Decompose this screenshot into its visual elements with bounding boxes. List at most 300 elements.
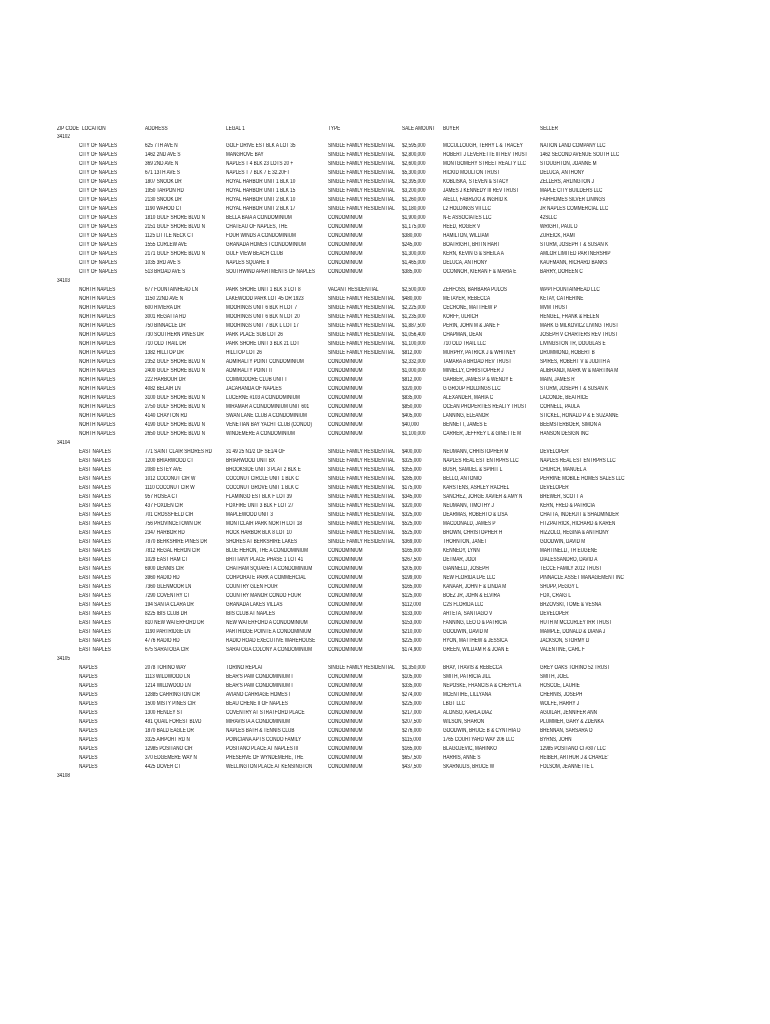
cell-address: 3100 GULF SHORE BLVD N xyxy=(145,395,205,401)
table-row xyxy=(0,466,770,475)
table-row xyxy=(0,736,770,745)
cell-legal: BEAU CHENE II OF NAPLES xyxy=(226,701,288,707)
cell-buyer: BOATRIGHT, BRITN HART xyxy=(443,242,501,248)
cell-legal: WINDEMERE A CONDOMINIUM xyxy=(226,431,295,437)
cell-location: NORTH NAPLES xyxy=(79,332,116,338)
cell-buyer: G GROUP HOLDINGS LLC xyxy=(443,386,501,392)
table-row xyxy=(0,304,770,313)
header-type: TYPE xyxy=(328,126,341,132)
cell-legal: HILLTOP LOT 26 xyxy=(226,350,262,356)
cell-buyer: C2S FLORIDA LLC xyxy=(443,602,484,608)
cell-buyer: FANNING, LEO D & PATRICIA xyxy=(443,620,508,626)
cell-location: NORTH NAPLES xyxy=(79,395,116,401)
cell-seller: WRIGHT, PAUL D xyxy=(540,224,578,230)
cell-type: CONDOMINIUM xyxy=(328,215,363,221)
cell-sale-amount: $165,000 xyxy=(402,584,422,590)
table-row xyxy=(0,376,770,385)
cell-legal: BLUE HERON, THE A CONDOMINIUM xyxy=(226,548,309,554)
cell-sale-amount: $525,000 xyxy=(402,530,422,536)
cell-buyer: BROWN, CHRISTOPHER H xyxy=(443,530,503,536)
cell-buyer: ARTETA, SANTIAGO V xyxy=(443,611,493,617)
cell-sale-amount: $1,100,000 xyxy=(402,431,426,437)
table-row xyxy=(0,520,770,529)
cell-seller: AGUILAR, JENNIFER ANN xyxy=(540,710,597,716)
cell-sale-amount: $274,000 xyxy=(402,692,422,698)
cell-seller: HANSON DESIGN INC xyxy=(540,431,589,437)
cell-type: CONDOMINIUM xyxy=(328,746,363,752)
cell-seller: CORNELL, PAULA xyxy=(540,404,580,410)
cell-type: SINGLE FAMILY RESIDENTIAL xyxy=(328,179,395,185)
cell-sale-amount: $1,465,000 xyxy=(402,260,426,266)
cell-address: 194 SANTA CLARA DR xyxy=(145,602,194,608)
cell-seller: ROSCOE, LAURIE xyxy=(540,683,580,689)
cell-sale-amount: $1,887,500 xyxy=(402,323,426,329)
cell-buyer: SMITH, PATRICIA JILL xyxy=(443,674,491,680)
cell-legal: GRANADA LAKES VILLAS xyxy=(226,602,283,608)
cell-legal: SOUTHWIND APARTMENTS OF NAPLES xyxy=(226,269,316,275)
cell-seller: MAIN, JAMES R xyxy=(540,377,575,383)
cell-legal: SWAN LANE CLUB A CONDOMINIUM xyxy=(226,413,307,419)
cell-legal: VENETIAN BAY YACHT CLUB (CONDO) xyxy=(226,422,312,428)
cell-address: 1012 COCONUT CIR W xyxy=(145,476,196,482)
cell-legal: MIRAMAR A CONDOMINIUM UNIT 601 xyxy=(226,404,310,410)
cell-seller: STOUGHTON, JOANNE M xyxy=(540,161,597,167)
cell-sale-amount: $112,000 xyxy=(402,602,422,608)
cell-seller: STURM, JOSEPH T & SUSAN K xyxy=(540,242,609,248)
cell-address: 4140 CRAYTON RD xyxy=(145,413,188,419)
cell-location: NAPLES xyxy=(79,719,98,725)
table-row xyxy=(0,223,770,232)
cell-buyer: AIELLI, FABRIZIO & INGRID K xyxy=(443,197,508,203)
cell-sale-amount: $175,000 xyxy=(402,485,422,491)
cell-address: 2130 SNOOK DR xyxy=(145,197,182,203)
cell-seller: WOLFE, HARRY J xyxy=(540,701,580,707)
table-row xyxy=(0,250,770,259)
cell-address: 7812 REGAL HERON CIR xyxy=(145,548,200,554)
cell-location: NORTH NAPLES xyxy=(79,368,116,374)
table-row xyxy=(0,700,770,709)
cell-buyer: MCCULLOUGH, TERRY L & TRACEY xyxy=(443,143,523,149)
table-row xyxy=(0,196,770,205)
cell-sale-amount: $165,000 xyxy=(402,746,422,752)
cell-address: 756 PROVINCETOWN DR xyxy=(145,521,201,527)
cell-location: EAST NAPLES xyxy=(79,611,111,617)
cell-sale-amount: $835,000 xyxy=(402,395,422,401)
cell-legal: NAPLES SQUARE II xyxy=(226,260,270,266)
cell-buyer: NEUMANN, TIMOTHY J xyxy=(443,503,494,509)
cell-legal: BRITTANY PLACE PHASE 1 LOT 41 xyxy=(226,557,304,563)
table-row xyxy=(0,205,770,214)
table-row xyxy=(0,142,770,151)
table-row xyxy=(0,601,770,610)
table-row xyxy=(0,763,770,772)
cell-buyer: RICKID MOULTON TRUST xyxy=(443,170,500,176)
cell-seller: MARTINELLI, TR EUGENE xyxy=(540,548,598,554)
cell-location: NORTH NAPLES xyxy=(79,359,116,365)
cell-buyer: 1765 COURTYARD WAY 206 LLC xyxy=(443,737,515,743)
table-row xyxy=(0,403,770,412)
cell-address: 4425 DOVER CT xyxy=(145,764,181,770)
cell-seller: WPPI FOUNTAINHEAD LLC xyxy=(540,287,600,293)
cell-sale-amount: $2,600,000 xyxy=(402,161,426,167)
cell-buyer: HAMILTON, WILLIAM xyxy=(443,233,489,239)
cell-legal: MANGROVE BAY xyxy=(226,152,264,158)
cell-sale-amount: $2,225,000 xyxy=(402,305,426,311)
cell-sale-amount: $1,350,000 xyxy=(402,665,426,671)
table-row xyxy=(0,259,770,268)
cell-type: SINGLE FAMILY RESIDENTIAL xyxy=(328,449,395,455)
table-row xyxy=(0,232,770,241)
cell-seller: DEVELOPER xyxy=(540,449,569,455)
cell-legal: ROYAL HARBOR UNIT 1 BLK 10 xyxy=(226,179,296,185)
cell-location: CITY OF NAPLES xyxy=(79,260,118,266)
header-zip-code: ZIP CODE xyxy=(57,126,80,132)
cell-type: CONDOMINIUM xyxy=(328,683,363,689)
cell-legal: LAKEWOOD PARK LOT 45 OR 1923 xyxy=(226,296,304,302)
cell-sale-amount: $3,200,000 xyxy=(402,188,426,194)
cell-legal: MONTCLAIR PARK NORTH LOT 18 xyxy=(226,521,302,527)
cell-type: SINGLE FAMILY RESIDENTIAL xyxy=(328,323,395,329)
cell-location: NAPLES xyxy=(79,728,98,734)
cell-seller: RUTH M MCCURLEY IRR TRUST xyxy=(540,620,612,626)
cell-legal: COCONUT CIRCLE UNIT 1 BLK C xyxy=(226,476,299,482)
cell-buyer: MCENTIRE, LILLYANA xyxy=(443,692,492,698)
cell-legal: LUCERNE #103 A CONDOMINIUM xyxy=(226,395,300,401)
cell-address: 810 NEW WATERFORD DR xyxy=(145,620,205,626)
table-row xyxy=(0,547,770,556)
cell-type: SINGLE FAMILY RESIDENTIAL xyxy=(328,539,395,545)
cell-type: CONDOMINIUM xyxy=(328,620,363,626)
cell-buyer: NAPLES REAL EST ENTRPRS LLC xyxy=(443,458,519,464)
cell-address: 1150 22ND AVE N xyxy=(145,296,184,302)
cell-sale-amount: $1,000,000 xyxy=(402,368,426,374)
table-row xyxy=(0,214,770,223)
cell-type: SINGLE FAMILY RESIDENTIAL xyxy=(328,206,395,212)
cell-sale-amount: $1,900,000 xyxy=(402,215,426,221)
cell-buyer: BELLO, ANTONIO xyxy=(443,476,482,482)
cell-buyer: KARSTENS, ASHLEY RACHEL xyxy=(443,485,510,491)
zip-group-label: 34104 xyxy=(57,440,71,446)
cell-type: SINGLE FAMILY RESIDENTIAL xyxy=(328,350,395,356)
table-row xyxy=(0,160,770,169)
cell-location: NORTH NAPLES xyxy=(79,431,116,437)
cell-sale-amount: $1,175,000 xyxy=(402,224,426,230)
cell-seller: ZUREICK, RAMI xyxy=(540,233,575,239)
table-row xyxy=(0,421,770,430)
cell-location: CITY OF NAPLES xyxy=(79,215,118,221)
cell-location: NORTH NAPLES xyxy=(79,386,116,392)
cell-address: 369 2ND AVE N xyxy=(145,161,179,167)
cell-address: 1555 CURLEW AVE xyxy=(145,242,188,248)
cell-address: 1110 COCONUT CIR W xyxy=(145,485,195,491)
cell-address: 1870 BALD EAGLE DR xyxy=(145,728,194,734)
cell-legal: ROYAL HARBOR UNIT 2 BLK 10 xyxy=(226,197,296,203)
cell-location: NORTH NAPLES xyxy=(79,296,116,302)
cell-address: 7870 BERKSHIRE PINES DR xyxy=(145,539,208,545)
cell-address: 671 13TH AVE S xyxy=(145,170,181,176)
cell-sale-amount: $369,000 xyxy=(402,539,422,545)
cell-seller: FOX, CRAIG L xyxy=(540,593,571,599)
table-row xyxy=(0,646,770,655)
cell-buyer: ZERFOSS, BARBARA PULOS xyxy=(443,287,507,293)
cell-seller: DRUMMOND, ROBERT B xyxy=(540,350,595,356)
cell-sale-amount: $285,000 xyxy=(402,476,422,482)
cell-sale-amount: $320,000 xyxy=(402,503,422,509)
table-row xyxy=(0,637,770,646)
cell-seller: JACKSON, STORMY D xyxy=(540,638,590,644)
cell-type: SINGLE FAMILY RESIDENTIAL xyxy=(328,341,395,347)
cell-type: CONDOMINIUM xyxy=(328,377,363,383)
cell-location: CITY OF NAPLES xyxy=(79,233,118,239)
cell-legal: WELLINGTON PLACE AT KENSINGTON xyxy=(226,764,313,770)
cell-buyer: GOODWIN, DAVID M xyxy=(443,629,489,635)
cell-buyer: LBGT LLC xyxy=(443,701,466,707)
header-location: LOCATION xyxy=(82,126,106,132)
cell-seller: DEVELOPER xyxy=(540,485,569,491)
cell-buyer: BENNETT, JAMES E xyxy=(443,422,487,428)
cell-buyer: THORNTON, JANET xyxy=(443,539,487,545)
cell-buyer: BRAY, TRAVIS & REBECCA xyxy=(443,665,503,671)
cell-type: CONDOMINIUM xyxy=(328,692,363,698)
cell-type: SINGLE FAMILY RESIDENTIAL xyxy=(328,314,395,320)
cell-legal: TORINO REPLAT xyxy=(226,665,264,671)
cell-type: CONDOMINIUM xyxy=(328,737,363,743)
cell-legal: CHATEAU OF NAPLES, THE xyxy=(226,224,288,230)
cell-type: CONDOMINIUM xyxy=(328,242,363,248)
cell-address: 1500 MISTY PINES CIR xyxy=(145,701,196,707)
table-row xyxy=(0,313,770,322)
cell-sale-amount: $153,000 xyxy=(402,620,422,626)
table-row xyxy=(0,583,770,592)
table-row xyxy=(0,610,770,619)
cell-legal: BROOKSIDE UNIT 3 PLAT 2 BLK E xyxy=(226,467,301,473)
cell-buyer: HARRIS, ANNE S xyxy=(443,755,481,761)
table-row xyxy=(0,727,770,736)
cell-location: EAST NAPLES xyxy=(79,593,111,599)
cell-seller: RENGEL, FRANK & HELEN xyxy=(540,314,600,320)
cell-type: SINGLE FAMILY RESIDENTIAL xyxy=(328,188,395,194)
table-row xyxy=(0,691,770,700)
cell-location: NAPLES xyxy=(79,665,98,671)
cell-location: NAPLES xyxy=(79,692,98,698)
cell-location: NORTH NAPLES xyxy=(79,305,116,311)
cell-seller: PERRINE MOBILE HOMES SALES LLC xyxy=(540,476,625,482)
cell-type: CONDOMINIUM xyxy=(328,584,363,590)
cell-location: EAST NAPLES xyxy=(79,566,111,572)
cell-legal: PARK SHORE UNIT 3 BLK 21 LOT xyxy=(226,341,300,347)
cell-seller: MAMPLE, DONALD & DIANA J xyxy=(540,629,606,635)
cell-type: CONDOMINIUM xyxy=(328,404,363,410)
cell-type: CONDOMINIUM xyxy=(328,566,363,572)
cell-location: EAST NAPLES xyxy=(79,449,111,455)
cell-sale-amount: $380,000 xyxy=(402,233,422,239)
cell-legal: COMMODORE CLUB UNIT I xyxy=(226,377,287,383)
cell-location: EAST NAPLES xyxy=(79,647,111,653)
cell-seller: MARK G MILKOVICZ LIVING TRUST xyxy=(540,323,619,329)
cell-address: 701 CROSSFIELD CIR xyxy=(145,512,194,518)
cell-location: EAST NAPLES xyxy=(79,494,111,500)
cell-sale-amount: $225,000 xyxy=(402,638,422,644)
cell-seller: BREWER, SCOTT A xyxy=(540,494,584,500)
cell-buyer: WILSON, SHARON xyxy=(443,719,485,725)
cell-sale-amount: $165,000 xyxy=(402,548,422,554)
cell-sale-amount: $325,000 xyxy=(402,458,422,464)
cell-sale-amount: $40,000 xyxy=(402,422,419,428)
cell-buyer: SANCHEZ, JORGE XAVIER & AMY N xyxy=(443,494,523,500)
cell-location: NAPLES xyxy=(79,764,98,770)
cell-buyer: BOEZ JR, JOHN & ELVIRA xyxy=(443,593,501,599)
cell-location: NAPLES xyxy=(79,710,98,716)
cell-seller: BYRNS, JOHN xyxy=(540,737,572,743)
table-row xyxy=(0,682,770,691)
cell-type: CONDOMINIUM xyxy=(328,764,363,770)
cell-sale-amount: $5,300,000 xyxy=(402,170,426,176)
table-row xyxy=(0,673,770,682)
cell-location: EAST NAPLES xyxy=(79,476,111,482)
table-row xyxy=(0,187,770,196)
cell-address: 2151 GULF SHORE BLVD N xyxy=(145,224,205,230)
cell-sale-amount: $267,500 xyxy=(402,557,422,563)
cell-sale-amount: $1,300,000 xyxy=(402,251,426,257)
table-row xyxy=(0,556,770,565)
cell-location: NORTH NAPLES xyxy=(79,413,116,419)
cell-buyer: SKARNULIS, BRUCE W xyxy=(443,764,495,770)
cell-sale-amount: $657,500 xyxy=(402,755,422,761)
cell-type: CONDOMINIUM xyxy=(328,368,363,374)
cell-buyer: MURPHY, PATRICK J & WHITNEY xyxy=(443,350,516,356)
cell-type: CONDOMINIUM xyxy=(328,395,363,401)
cell-address: 1950 TARPON RD xyxy=(145,188,184,194)
cell-seller: LACONDE, BEATRICE xyxy=(540,395,589,401)
cell-address: 3001 REGATTA RD xyxy=(145,314,186,320)
cell-sale-amount: $105,000 xyxy=(402,674,422,680)
table-row xyxy=(0,664,770,673)
cell-type: CONDOMINIUM xyxy=(328,251,363,257)
cell-legal: NAPLES T 7 BLK 7 E 32.20FT xyxy=(226,170,290,176)
cell-legal: ROCK HARBOR BLK 8 LOT 10 xyxy=(226,530,292,536)
cell-location: EAST NAPLES xyxy=(79,620,111,626)
cell-location: CITY OF NAPLES xyxy=(79,179,118,185)
cell-legal: PARK SHORE UNIT 1 BLK 3 LOT 8 xyxy=(226,287,301,293)
cell-sale-amount: $1,260,000 xyxy=(402,197,426,203)
table-row xyxy=(0,574,770,583)
cell-legal: 31 49 25 N1/2 OF SE1/4 OF xyxy=(226,449,286,455)
cell-location: CITY OF NAPLES xyxy=(79,188,118,194)
cell-seller: VALENTINE, CARL F xyxy=(540,647,585,653)
cell-sale-amount: $1,235,000 xyxy=(402,314,426,320)
cell-address: 1190 WAHOO CT xyxy=(145,206,182,212)
cell-legal: MAPLEWOOD UNIT 3 xyxy=(226,512,273,518)
cell-location: CITY OF NAPLES xyxy=(79,224,118,230)
cell-type: SINGLE FAMILY RESIDENTIAL xyxy=(328,152,395,158)
cell-sale-amount: $850,000 xyxy=(402,404,422,410)
cell-type: SINGLE FAMILY RESIDENTIAL xyxy=(328,467,395,473)
cell-type: SINGLE FAMILY RESIDENTIAL xyxy=(328,494,395,500)
cell-address: 771 SAINT CLAIR SHORES RD xyxy=(145,449,213,455)
cell-legal: BRIARWOOD UNIT BX xyxy=(226,458,275,464)
cell-buyer: CHAPMAN, DEAN xyxy=(443,332,483,338)
cell-sale-amount: $133,000 xyxy=(402,611,422,617)
cell-type: SINGLE FAMILY RESIDENTIAL xyxy=(328,512,395,518)
cell-seller: RIZZOLO, REGINA & ANTHONY xyxy=(540,530,609,536)
table-row xyxy=(0,358,770,367)
cell-seller: KETAY, CATHERINE xyxy=(540,296,584,302)
zip-group-label: 34102 xyxy=(57,134,71,140)
cell-buyer: METAYER, REBECCA xyxy=(443,296,491,302)
cell-location: EAST NAPLES xyxy=(79,539,111,545)
cell-address: 2078 TORINO WAY xyxy=(145,665,187,671)
cell-sale-amount: $355,000 xyxy=(402,467,422,473)
cell-address: 7290 COVENTRY CT xyxy=(145,593,191,599)
cell-location: EAST NAPLES xyxy=(79,512,111,518)
cell-type: CONDOMINIUM xyxy=(328,629,363,635)
cell-address: 481 QUAIL FOREST BLVD xyxy=(145,719,202,725)
cell-type: SINGLE FAMILY RESIDENTIAL xyxy=(328,530,395,536)
cell-buyer: GIANNELLI, JOSEPH xyxy=(443,566,489,572)
cell-sale-amount: $174,900 xyxy=(402,647,422,653)
table-row xyxy=(0,151,770,160)
cell-sale-amount: $325,000 xyxy=(402,512,422,518)
cell-address: 710 OLD TRAIL DR xyxy=(145,341,187,347)
cell-legal: ADMIRALTY POINT II xyxy=(226,368,272,374)
cell-sale-amount: $115,000 xyxy=(402,737,422,743)
cell-legal: NAPLES BATH & TENNIS CLUB xyxy=(226,728,295,734)
cell-sale-amount: $205,000 xyxy=(402,566,422,572)
cell-type: CONDOMINIUM xyxy=(328,602,363,608)
table-row xyxy=(0,322,770,331)
table-row xyxy=(0,457,770,466)
cell-location: CITY OF NAPLES xyxy=(79,152,118,158)
cell-sale-amount: $217,000 xyxy=(402,710,422,716)
cell-sale-amount: $437,500 xyxy=(402,764,422,770)
table-row xyxy=(0,241,770,250)
cell-address: 2400 GULF SHORE BLVD N xyxy=(145,368,205,374)
cell-buyer: JAMES J KENNEDY III REV TRUST xyxy=(443,188,520,194)
cell-legal: BEAR'S PAW CONDOMINIUM I xyxy=(226,683,293,689)
cell-location: CITY OF NAPLES xyxy=(79,251,118,257)
cell-address: 1382 HILLTOP DR xyxy=(145,350,184,356)
cell-type: CONDOMINIUM xyxy=(328,728,363,734)
cell-buyer: NEW FLORIDA LPE LLC xyxy=(443,575,496,581)
table-row xyxy=(0,565,770,574)
table-row xyxy=(0,754,770,763)
cell-legal: JACARANDA OF NAPLES xyxy=(226,386,282,392)
cell-buyer: CECRONE, MATTHEW P xyxy=(443,305,497,311)
cell-type: CONDOMINIUM xyxy=(328,224,363,230)
cell-buyer: GARBER, JAMES P & WENDY E xyxy=(443,377,513,383)
cell-seller: 42SLLC xyxy=(540,215,557,221)
cell-type: CONDOMINIUM xyxy=(328,593,363,599)
cell-seller: STICKEL, RONALD P & E SUZANNE xyxy=(540,413,619,419)
cell-buyer: GREEN, WILLIAM R & JOAN E xyxy=(443,647,509,653)
cell-legal: FOXFIRE UNIT 3 BLK F LOT 27 xyxy=(226,503,294,509)
table-row xyxy=(0,448,770,457)
cell-type: CONDOMINIUM xyxy=(328,431,363,437)
cell-type: SINGLE FAMILY RESIDENTIAL xyxy=(328,476,395,482)
cell-location: EAST NAPLES xyxy=(79,638,111,644)
cell-legal: PARTRIDGE POINTE A CONDOMINIUM xyxy=(226,629,312,635)
cell-address: 2080 ESTEY AVE xyxy=(145,467,183,473)
cell-address: 3325 AIRPORT RD N xyxy=(145,737,190,743)
cell-seller: GREY OAKS TORINO 52 TRUST xyxy=(540,665,611,671)
cell-seller: 1462 SECOND AVENUE SOUTH LLC xyxy=(540,152,620,158)
cell-sale-amount: $1,180,000 xyxy=(402,206,426,212)
cell-buyer: N-E ASSOCIATES LLC xyxy=(443,215,492,221)
cell-type: SINGLE FAMILY RESIDENTIAL xyxy=(328,305,395,311)
cell-type: CONDOMINIUM xyxy=(328,647,363,653)
table-row xyxy=(0,169,770,178)
cell-location: NAPLES xyxy=(79,755,98,761)
